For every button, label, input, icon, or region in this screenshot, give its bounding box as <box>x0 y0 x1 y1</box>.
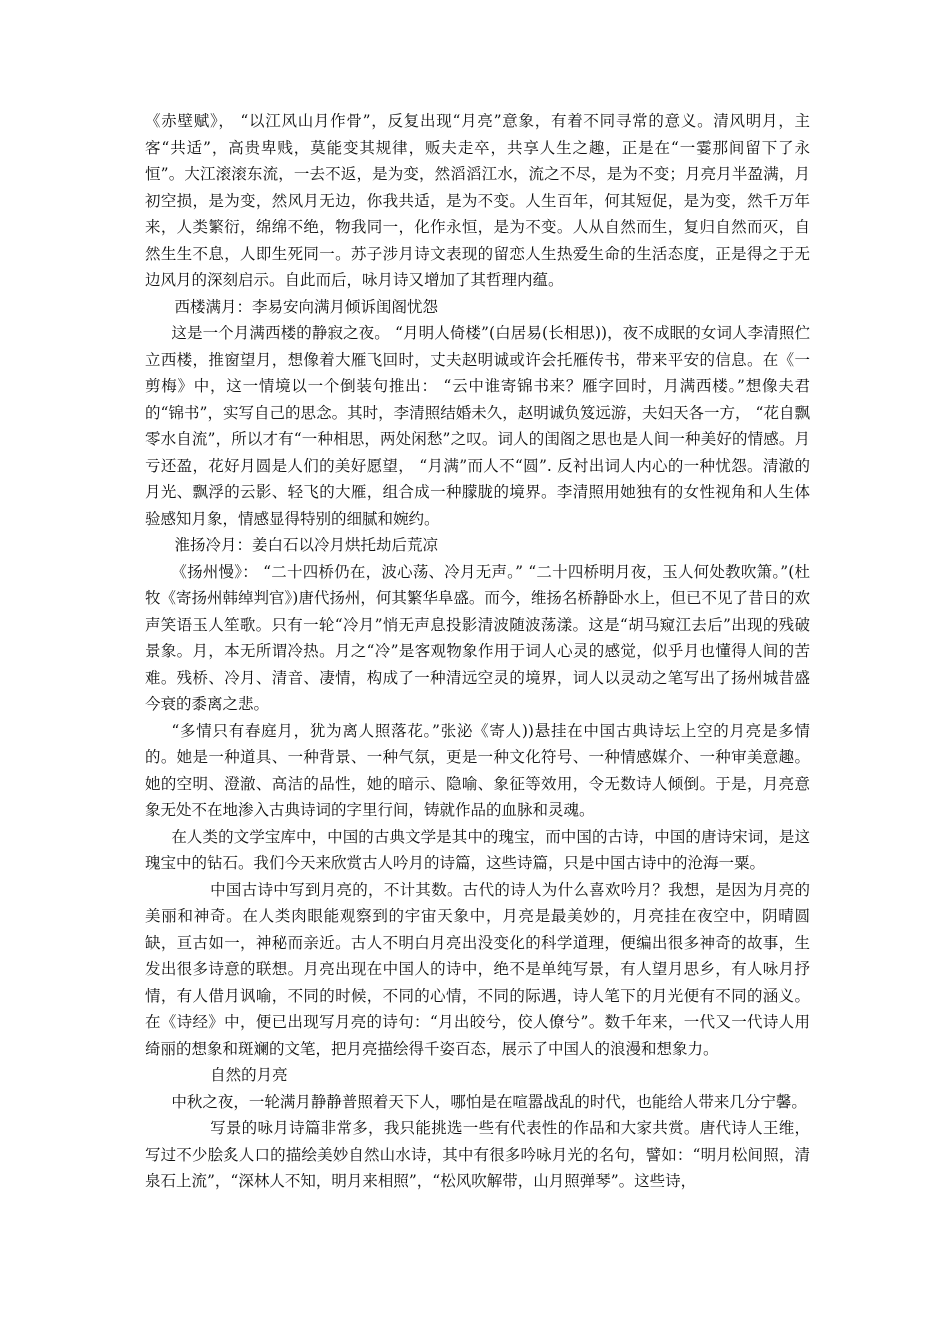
paragraph-li-qingzhao: 这是一个月满西楼的静寂之夜。 “月明人倚楼”(白居易(长相思))，夜不成眠的女词人李清照伫立西楼，推窗望月，想像着大雁飞回时，丈夫赵明诚或许会托雁传书，带来平安的信息。在《一剪梅》中，这一情境以一个倒装句推出： “云中谁寄锦书来？雁字回时，月满西楼。”想像夫君的“锦书”，实写自己的思念。其时，李清照结婚未久，赵明诚负笈远游，夫妇天各一方， “花自飘零水自流”，所以才有“一种相思，两处闲愁”之叹。词人的闺阁之思也是人间一种美好的情感。月亏还盈，花好月圆是人们的美好愿望， “月满”而人不“圆”. 反衬出词人内心的一种忧怨。清澈的月光、飘浮的云影、轻飞的大雁，组合成一种朦胧的境界。李清照用她独有的女性视角和人生体验感知月象，情感显得特别的细腻和婉约。 <box>145 324 810 528</box>
document-page <box>145 108 810 1195</box>
paragraph-yangzhou-man: 《扬州慢》： “二十四桥仍在，波心荡、冷月无声。” “二十四桥明月夜，玉人何处教吹箫。”(杜牧《寄扬州韩绰判官》)唐代扬州，何其繁华阜盛。而今，维扬名桥静卧水上，但已不见了昔日的欢声笑语玉人笙歌。只有一轮“冷月”悄无声息投影清波随波荡漾。这是“胡马窥江去后”出现的残破景象。月，本无所谓冷热。月之“冷”是客观物象作用于词人心灵的感觉，似乎月也懂得人间的苦难。残桥、冷月、清音、凄情，构成了一种清远空灵的境界，词人以灵动之笔写出了扬州城昔盛今衰的黍离之悲。 <box>145 562 810 713</box>
paragraph-zhongqiu: 中秋之夜，一轮满月静静普照着天下人，哪怕是在喧嚣战乱的时代，也能给人带来几分宁馨。 <box>171 1092 807 1111</box>
section-heading-huaiyang-lengyue: 淮扬冷月：姜白石以冷月烘托劫后荒凉 <box>174 536 438 554</box>
section-heading-xilou-manyue: 西楼满月：李易安向满月倾诉闺阁忧怨 <box>174 297 438 316</box>
paragraph-wang-wei: 写景的咏月诗篇非常多，我只能挑选一些有代表性的作品和大家共赏。唐代诗人王维，写过不少脍炙人口的描绘美妙自然山水诗，其中有很多吟咏月光的名句，譬如：“明月松间照，清泉石上流”，“深林人不知，明月来相照”，“松风吹解带，山月照弹琴”。这些诗， <box>145 1119 810 1190</box>
paragraph-duoqing-yue: “多情只有春庭月，犹为离人照落花。”张泌《寄人))悬挂在中国古典诗坛上空的月亮是多情的。她是一种道具、一种背景、一种气氛，更是一种文化符号、一种情感媒介、一种审美意趣。她的空明、澄澈、高洁的品性，她的暗示、隐喻、象征等效用，令无数诗人倾倒。于是，月亮意象无处不在地渗入古典诗词的字里行间，铸就作品的血脉和灵魂。 <box>145 721 810 819</box>
paragraph-gushi-yinyue: 中国古诗中写到月亮的，不计其数。古代的诗人为什么喜欢吟月？我想，是因为月亮的美丽和神奇。在人类肉眼能观察到的宇宙天象中，月亮是最美妙的，月亮挂在夜空中，阴晴圆缺，亘古如一，神秘而亲近。古人不明白月亮出没变化的科学道理，便编出很多神奇的故事，生发出很多诗意的联想。月亮出现在中国人的诗中，绝不是单纯写景，有人望月思乡，有人咏月抒情，有人借月讽喻，不同的时候，不同的心情，不同的际遇，诗人笔下的月光便有不同的涵义。在《诗经》中，便已出现写月亮的诗句：“月出皎兮，佼人僚兮”。数千年来，一代又一代诗人用绮丽的想象和斑斓的文笔，把月亮描绘得千姿百态，展示了中国人的浪漫和想象力。 <box>145 880 810 1058</box>
paragraph-wenxue-baoku: 在人类的文学宝库中，中国的古典文学是其中的瑰宝，而中国的古诗，中国的唐诗宋词，是这瑰宝中的钻石。我们今天来欣赏古人吟月的诗篇，这些诗篇，只是中国古诗中的沧海一粟。 <box>145 827 810 872</box>
section-heading-ziran-yueliang: 自然的月亮 <box>210 1066 288 1084</box>
paragraph-chibi-fu: 《赤壁赋》， “以江风山月作骨”，反复出现“月亮”意象，有着不同寻常的意义。清风明月，主客“共适”，高贵卑贱，莫能变其规律，贩夫走卒，共享人生之趣，正是在“一霎那间留下了永恒”。大江滚滚东流，一去不返，是为变，然滔滔江水，流之不尽，是为不变；月亮月半盈满，月初空损，是为变，然风月无边，你我共适，是为不变。人生百年，何其短促，是为变，然千万年来，人类繁衍，绵绵不绝，物我同一，化作永恒，是为不变。人从自然而生，复归自然而灭，自然生生不息，人即生死同一。苏子涉月诗文表现的留恋人生热爱生命的生活态度，正是得之于无边风月的深刻启示。自此而后，咏月诗又增加了其哲理内蕴。 <box>145 112 810 289</box>
